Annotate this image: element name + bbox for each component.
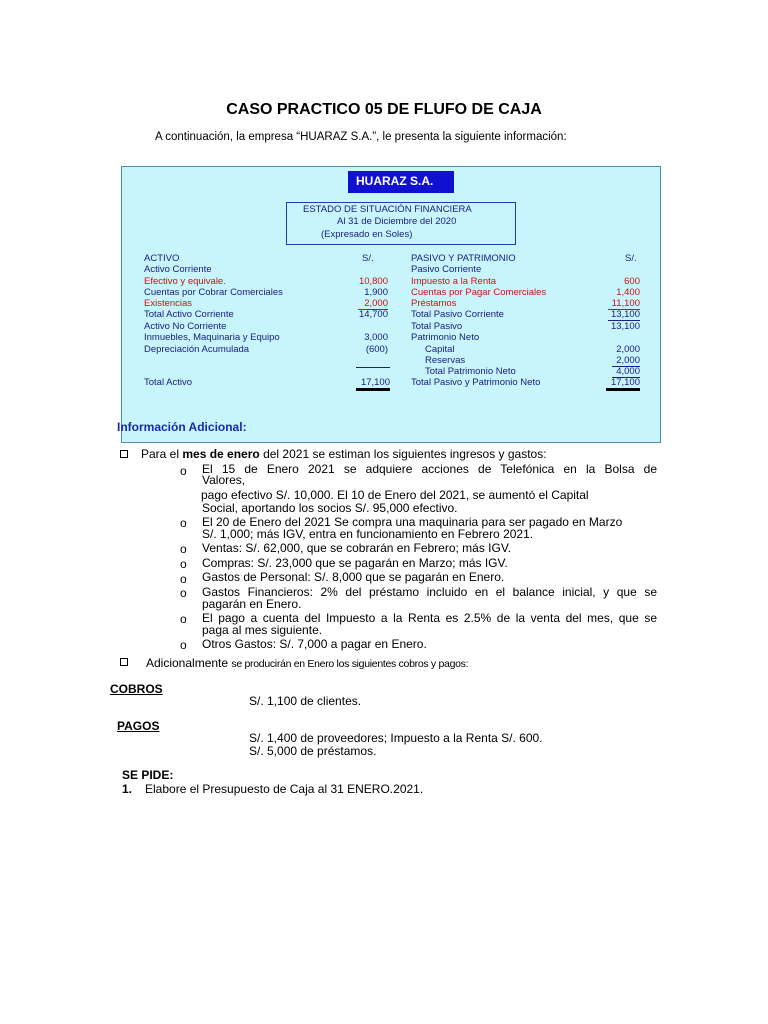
asset-label: Activo No Corriente (144, 321, 227, 332)
liability-label: Total Pasivo (411, 321, 463, 332)
paragraph-january-bold: mes de enero (182, 447, 260, 461)
bullet-icon: o (180, 464, 187, 478)
se-pide-title: SE PIDE: (122, 768, 174, 782)
liability-value: 1,400 (616, 287, 640, 298)
list-item: pago efectivo S/. 10,000. El 10 de Enero del 2021, se aumentó el Capital (201, 488, 589, 502)
statement-heading-line1: ESTADO DE SITUACIÓN FINANCIERA (303, 204, 472, 215)
asset-value: 10,800 (358, 276, 388, 287)
paragraph-additional-b: se producirán en Enero los siguientes cobros y pagos: (231, 658, 469, 670)
task-text: Elabore el Presupuesto de Caja al 31 ENERO.2021. (145, 782, 424, 796)
equity-label: Patrimonio Neto (411, 332, 480, 343)
list-item: El 20 de Enero del 2021 Se compra una maquinaria para ser pagado en Marzo (202, 515, 623, 529)
list-item: El pago a cuenta del Impuesto a la Renta es 2.5% de la venta del mes, que se (202, 611, 657, 625)
list-item: Gastos de Personal: S/. 8,000 que se pagarán en Enero. (202, 570, 505, 584)
equity-value: 2,000 (616, 344, 640, 355)
asset-label: Existencias (144, 298, 193, 309)
list-item: S/. 1,000; más IGV, entra en funcionamiento en Febrero 2021. (202, 527, 534, 541)
liab-equity-total-value: 17,100 (606, 377, 640, 391)
equity-label: Reservas (425, 355, 466, 366)
paragraph-january-pre: Para el (141, 447, 183, 461)
liabilities-currency: S/. (625, 253, 637, 264)
liability-value: 13,100 (610, 321, 640, 332)
assets-header: ACTIVO (144, 253, 180, 264)
balance-sheet-box (121, 166, 661, 443)
checkbox-bullet-icon (120, 450, 128, 458)
statement-heading-line3: (Expresado en Soles) (321, 229, 413, 240)
list-item: paga al mes siguiente. (202, 623, 323, 637)
company-name: HUARAZ S.A. (348, 171, 454, 193)
asset-value: 2,000 (358, 298, 388, 310)
cobros-line: S/. 1,100 de clientes. (249, 694, 362, 708)
liability-label: Impuesto a la Renta (411, 276, 497, 287)
asset-total-topline (356, 367, 390, 368)
equity-label: Total Patrimonio Neto (425, 366, 516, 377)
intro-text: A continuación, la empresa “HUARAZ S.A.”, le presenta la siguiente información: (155, 131, 567, 143)
asset-label: Efectivo y equivale. (144, 276, 226, 287)
liability-value: 11,100 (608, 298, 640, 310)
liability-value: 13,100 (608, 309, 640, 321)
asset-total-value: 17,100 (356, 377, 390, 391)
bullet-icon: o (180, 572, 187, 586)
list-item: Ventas: S/. 62,000, que se cobrarán en Febrero; más IGV. (202, 541, 512, 555)
liab-equity-total-label: Total Pasivo y Patrimonio Neto (411, 377, 541, 388)
paragraph-additional-a: Adicionalmente (146, 656, 232, 670)
asset-label: Total Activo Corriente (144, 309, 234, 320)
equity-label: Capital (425, 344, 455, 355)
asset-label: Cuentas por Cobrar Comerciales (144, 287, 283, 298)
list-item: Social, aportando los socios S/. 95,000 efectivo. (202, 501, 458, 515)
bullet-icon: o (180, 586, 187, 600)
paragraph-january (141, 447, 547, 461)
liability-label: Cuentas por Pagar Comerciales (411, 287, 547, 298)
cobros-title: COBROS (110, 682, 163, 696)
list-item: Gastos Financieros: 2% del préstamo incluido en el balance inicial, y que se (202, 585, 657, 599)
asset-label: Activo Corriente (144, 264, 212, 275)
paragraph-additional (146, 656, 468, 670)
list-item: Compras: S/. 23,000 que se pagarán en Marzo; más IGV. (202, 556, 508, 570)
list-item: pagarán en Enero. (202, 597, 302, 611)
asset-label: Depreciación Acumulada (144, 344, 250, 355)
asset-label: Inmuebles, Maquinaria y Equipo (144, 332, 280, 343)
asset-value: 3,000 (364, 332, 388, 343)
bullet-icon: o (180, 557, 187, 571)
bullet-icon: o (180, 542, 187, 556)
list-item: El 15 de Enero 2021 se adquiere acciones de Telefónica en la Bolsa de (202, 462, 657, 476)
pagos-title: PAGOS (117, 719, 160, 733)
paragraph-january-post: del 2021 se estiman los siguientes ingresos y gastos: (259, 447, 547, 461)
page-title: CASO PRACTICO 05 DE FLUFO DE CAJA (226, 101, 542, 118)
assets-currency: S/. (362, 253, 374, 264)
asset-value: (600) (365, 344, 388, 355)
liability-value: 600 (624, 276, 640, 287)
bullet-icon: o (180, 516, 187, 530)
liability-label: Pasivo Corriente (411, 264, 482, 275)
liability-label: Préstamos (411, 298, 457, 309)
list-item: Valores, (202, 473, 246, 487)
equity-value: 2,000 (612, 355, 640, 367)
additional-info-title: Información Adicional: (117, 420, 247, 434)
asset-value: 14,700 (358, 309, 388, 320)
pagos-line: S/. 1,400 de proveedores; Impuesto a la Renta S/. 600. (249, 731, 543, 745)
equity-value: 4,000 (612, 366, 640, 378)
liability-label: Total Pasivo Corriente (411, 309, 504, 320)
list-item: Otros Gastos: S/. 7,000 a pagar en Enero. (202, 637, 427, 651)
asset-value: 1,900 (364, 287, 388, 298)
statement-heading (286, 202, 516, 245)
checkbox-bullet-icon (120, 658, 128, 666)
statement-heading-line2: Al 31 de Diciembre del 2020 (337, 216, 457, 227)
bullet-icon: o (180, 638, 187, 652)
pagos-line: S/. 5,000 de préstamos. (249, 744, 377, 758)
bullet-icon: o (180, 612, 187, 626)
task-number: 1. (122, 782, 133, 796)
liabilities-header: PASIVO Y PATRIMONIO (411, 253, 516, 264)
asset-total-label: Total Activo (144, 377, 193, 388)
